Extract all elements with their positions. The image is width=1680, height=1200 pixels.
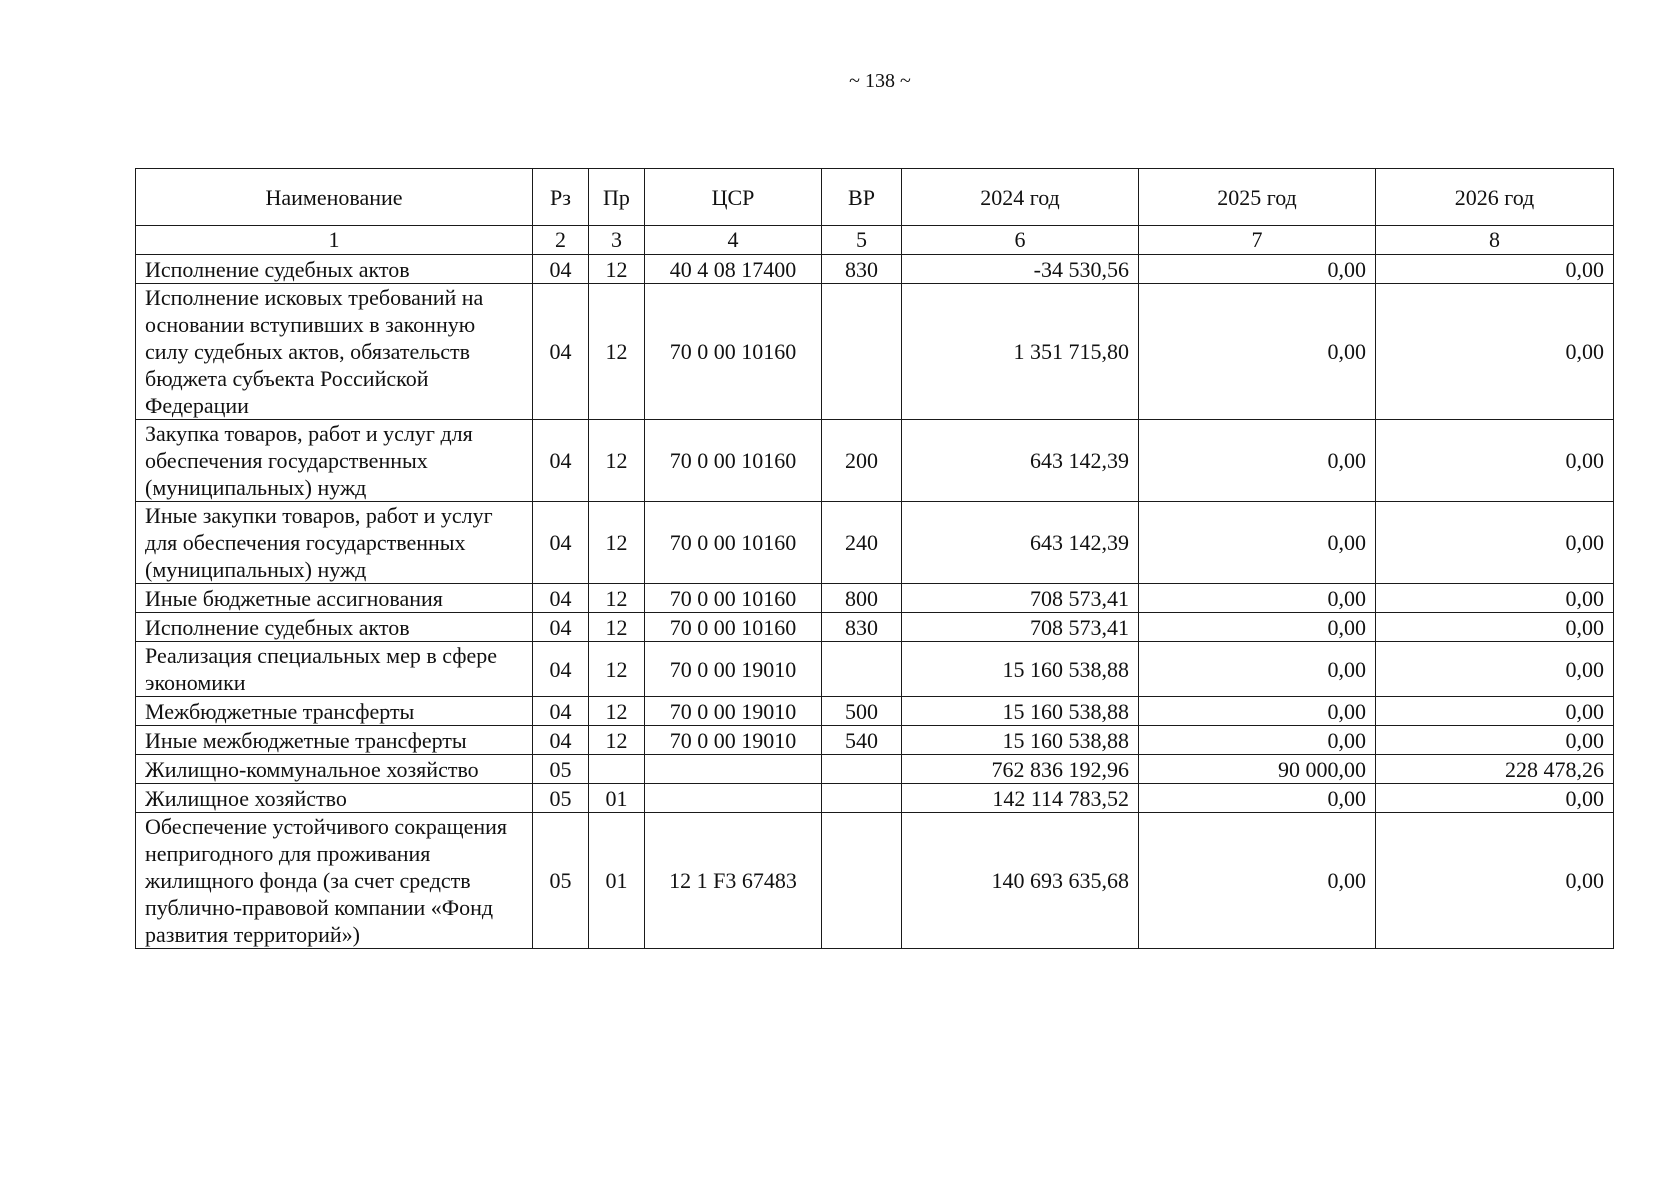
cell-csr: 70 0 00 19010	[645, 726, 822, 755]
column-number: 3	[589, 226, 645, 255]
cell-csr: 70 0 00 10160	[645, 613, 822, 642]
cell-rz: 04	[533, 613, 589, 642]
cell-2024: 643 142,39	[902, 502, 1139, 584]
cell-2025: 0,00	[1139, 502, 1376, 584]
cell-csr: 70 0 00 10160	[645, 284, 822, 420]
cell-2025: 0,00	[1139, 642, 1376, 697]
table-row	[136, 726, 1614, 755]
cell-name: Иные бюджетные ассигнования	[136, 584, 533, 613]
cell-2026: 0,00	[1376, 584, 1614, 613]
cell-name: Закупка товаров, работ и услуг для обеспечения государственных (муниципальных) нужд	[136, 420, 533, 502]
cell-name: Исполнение судебных актов	[136, 255, 533, 284]
cell-rz: 05	[533, 755, 589, 784]
column-number: 6	[902, 226, 1139, 255]
cell-2026: 0,00	[1376, 642, 1614, 697]
cell-2024: -34 530,56	[902, 255, 1139, 284]
header-rz: Рз	[533, 169, 589, 226]
cell-rz: 05	[533, 784, 589, 813]
cell-2024: 762 836 192,96	[902, 755, 1139, 784]
cell-pr: 12	[589, 613, 645, 642]
cell-2026: 228 478,26	[1376, 755, 1614, 784]
column-number: 5	[822, 226, 902, 255]
table-row	[136, 813, 1614, 949]
cell-pr: 12	[589, 642, 645, 697]
column-number-row	[136, 226, 1614, 255]
cell-2024: 708 573,41	[902, 584, 1139, 613]
cell-rz: 04	[533, 584, 589, 613]
table-row	[136, 642, 1614, 697]
budget-table	[135, 168, 1614, 949]
table-row	[136, 284, 1614, 420]
cell-2026: 0,00	[1376, 502, 1614, 584]
cell-2026: 0,00	[1376, 255, 1614, 284]
cell-pr: 01	[589, 784, 645, 813]
cell-pr: 12	[589, 502, 645, 584]
cell-name: Иные межбюджетные трансферты	[136, 726, 533, 755]
cell-vr: 830	[822, 255, 902, 284]
cell-2025: 0,00	[1139, 255, 1376, 284]
cell-2025: 0,00	[1139, 420, 1376, 502]
table-row	[136, 420, 1614, 502]
cell-csr: 70 0 00 10160	[645, 584, 822, 613]
header-vr: ВР	[822, 169, 902, 226]
cell-name: Исполнение исковых требований на основании вступивших в законную силу судебных актов, обязательств бюджета субъекта Российской Федерации	[136, 284, 533, 420]
cell-2025: 90 000,00	[1139, 755, 1376, 784]
cell-vr: 500	[822, 697, 902, 726]
cell-pr	[589, 755, 645, 784]
cell-pr: 12	[589, 584, 645, 613]
cell-rz: 04	[533, 642, 589, 697]
table-row	[136, 584, 1614, 613]
column-number: 7	[1139, 226, 1376, 255]
cell-name: Иные закупки товаров, работ и услуг для обеспечения государственных (муниципальных) нужд	[136, 502, 533, 584]
cell-2025: 0,00	[1139, 613, 1376, 642]
column-number: 4	[645, 226, 822, 255]
cell-rz: 04	[533, 726, 589, 755]
cell-pr: 12	[589, 697, 645, 726]
cell-2025: 0,00	[1139, 784, 1376, 813]
cell-vr: 240	[822, 502, 902, 584]
cell-rz: 04	[533, 697, 589, 726]
table-row	[136, 255, 1614, 284]
cell-pr: 12	[589, 255, 645, 284]
cell-2026: 0,00	[1376, 613, 1614, 642]
cell-vr: 200	[822, 420, 902, 502]
header-name: Наименование	[136, 169, 533, 226]
table-header-row	[136, 169, 1614, 226]
cell-2024: 15 160 538,88	[902, 697, 1139, 726]
cell-2024: 15 160 538,88	[902, 642, 1139, 697]
cell-2025: 0,00	[1139, 813, 1376, 949]
cell-csr: 40 4 08 17400	[645, 255, 822, 284]
cell-pr: 01	[589, 813, 645, 949]
cell-vr	[822, 642, 902, 697]
header-csr: ЦСР	[645, 169, 822, 226]
column-number: 2	[533, 226, 589, 255]
cell-2024: 15 160 538,88	[902, 726, 1139, 755]
cell-csr: 12 1 F3 67483	[645, 813, 822, 949]
cell-rz: 04	[533, 420, 589, 502]
cell-name: Жилищно-коммунальное хозяйство	[136, 755, 533, 784]
cell-name: Межбюджетные трансферты	[136, 697, 533, 726]
table-body	[136, 255, 1614, 949]
cell-name: Жилищное хозяйство	[136, 784, 533, 813]
table-row	[136, 502, 1614, 584]
column-number: 1	[136, 226, 533, 255]
cell-rz: 04	[533, 502, 589, 584]
cell-csr: 70 0 00 19010	[645, 697, 822, 726]
cell-csr: 70 0 00 19010	[645, 642, 822, 697]
header-2025: 2025 год	[1139, 169, 1376, 226]
cell-pr: 12	[589, 420, 645, 502]
cell-vr: 540	[822, 726, 902, 755]
cell-2026: 0,00	[1376, 784, 1614, 813]
cell-csr	[645, 755, 822, 784]
cell-vr	[822, 755, 902, 784]
cell-name: Исполнение судебных актов	[136, 613, 533, 642]
cell-rz: 04	[533, 255, 589, 284]
cell-2024: 708 573,41	[902, 613, 1139, 642]
cell-name: Реализация специальных мер в сфере экономики	[136, 642, 533, 697]
cell-2026: 0,00	[1376, 697, 1614, 726]
cell-vr: 830	[822, 613, 902, 642]
cell-csr: 70 0 00 10160	[645, 420, 822, 502]
cell-pr: 12	[589, 284, 645, 420]
cell-vr	[822, 784, 902, 813]
cell-2025: 0,00	[1139, 584, 1376, 613]
table-row	[136, 784, 1614, 813]
cell-2025: 0,00	[1139, 726, 1376, 755]
cell-2024: 142 114 783,52	[902, 784, 1139, 813]
cell-csr: 70 0 00 10160	[645, 502, 822, 584]
cell-2024: 643 142,39	[902, 420, 1139, 502]
cell-2024: 1 351 715,80	[902, 284, 1139, 420]
header-2024: 2024 год	[902, 169, 1139, 226]
cell-2025: 0,00	[1139, 284, 1376, 420]
cell-vr	[822, 284, 902, 420]
cell-2026: 0,00	[1376, 284, 1614, 420]
cell-2024: 140 693 635,68	[902, 813, 1139, 949]
header-pr: Пр	[589, 169, 645, 226]
table-row	[136, 697, 1614, 726]
cell-pr: 12	[589, 726, 645, 755]
cell-rz: 05	[533, 813, 589, 949]
cell-2026: 0,00	[1376, 420, 1614, 502]
cell-2025: 0,00	[1139, 697, 1376, 726]
table-row	[136, 613, 1614, 642]
cell-vr	[822, 813, 902, 949]
cell-2026: 0,00	[1376, 813, 1614, 949]
cell-rz: 04	[533, 284, 589, 420]
table-row	[136, 755, 1614, 784]
column-number: 8	[1376, 226, 1614, 255]
cell-2026: 0,00	[1376, 726, 1614, 755]
cell-csr	[645, 784, 822, 813]
page-number: ~ 138 ~	[849, 70, 911, 92]
header-2026: 2026 год	[1376, 169, 1614, 226]
cell-vr: 800	[822, 584, 902, 613]
cell-name: Обеспечение устойчивого сокращения непригодного для проживания жилищного фонда (за счет средств публично-правовой компании «Фонд развития территорий»)	[136, 813, 533, 949]
